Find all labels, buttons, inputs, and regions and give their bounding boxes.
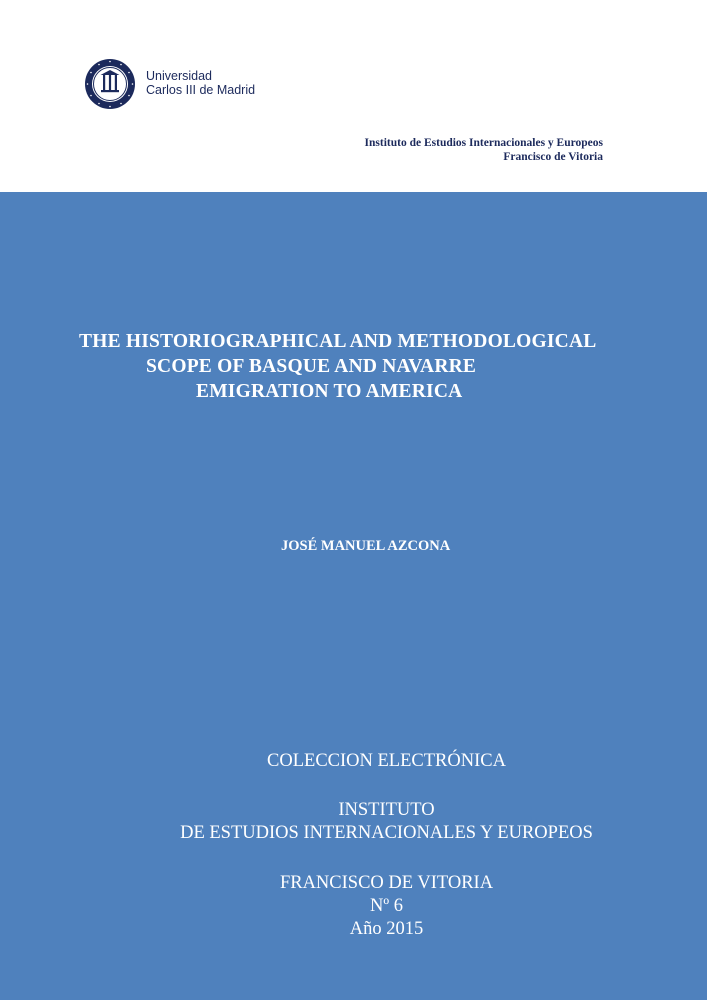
- title-line-1: THE HISTORIOGRAPHICAL AND METHODOLOGICAL: [79, 331, 597, 352]
- collection-label-text: COLECCION ELECTRÓNICA: [267, 751, 506, 771]
- institute-header-line2: Francisco de Vitoria: [503, 151, 603, 163]
- title-line-2: SCOPE OF BASQUE AND NAVARRE: [146, 356, 477, 377]
- collection-label: [0, 750, 707, 773]
- title-line-3: EMIGRATION TO AMERICA: [196, 381, 463, 402]
- institute-line-1: INSTITUTO: [338, 800, 435, 820]
- page-header: [0, 0, 707, 192]
- series-number: Nº 6: [370, 896, 403, 916]
- author-name: JOSÉ MANUEL AZCONA: [281, 538, 451, 554]
- series-year: Año 2015: [349, 919, 424, 939]
- university-seal-icon: [84, 58, 136, 110]
- university-name-line2: Carlos III de Madrid: [146, 83, 256, 97]
- university-logo: [84, 58, 284, 110]
- series-name: FRANCISCO DE VITORIA: [279, 873, 494, 893]
- university-name-line1: Universidad: [146, 69, 213, 83]
- institute-header-line1: Instituto de Estudios Internacionales y Europeos: [364, 137, 603, 149]
- university-name: [146, 69, 255, 97]
- institute-header: [365, 136, 603, 164]
- institute-line-2: DE ESTUDIOS INTERNACIONALES Y EUROPEOS: [180, 823, 593, 843]
- series-block: [0, 872, 707, 941]
- institute-block: [0, 799, 707, 845]
